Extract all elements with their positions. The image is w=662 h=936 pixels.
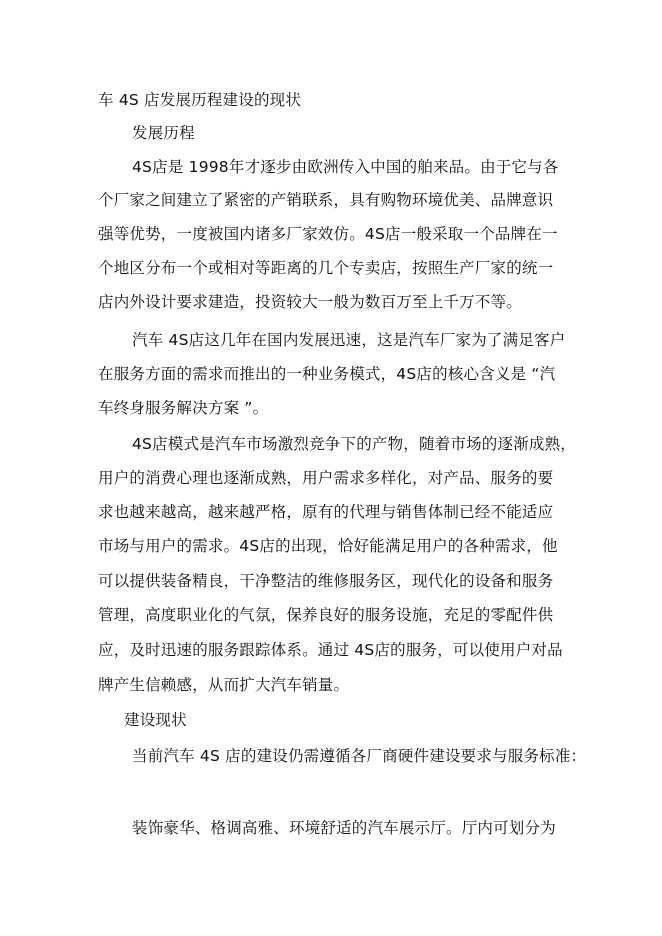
paragraph-line: 在服务方面的需求而推出的一种业务模式，4S店的核心含义是 “汽 [98, 365, 556, 383]
document-title: 车 4S 店发展历程建设的现状 [98, 91, 302, 109]
paragraph-line: 车终身服务解决方案 ”。 [98, 399, 269, 417]
paragraph-line: 4S店模式是汽车市场激烈竞争下的产物，随着市场的逐渐成熟， [132, 435, 577, 453]
paragraph-line: 求也越来越高，越来越严格，原有的代理与销售体制已经不能适应 [98, 503, 554, 521]
paragraph-line: 市场与用户的需求。4S店的出现，恰好能满足用户的各种需求，他 [98, 537, 558, 555]
paragraph-line: 装饰豪华、格调高雅、环境舒适的汽车展示厅。厅内可划分为 [132, 819, 556, 837]
section-heading-development-history: 发展历程 [132, 124, 195, 142]
paragraph-line: 用户的消费心理也逐渐成熟，用户需求多样化，对产品、服务的要 [98, 469, 554, 487]
paragraph-line: 个厂家之间建立了紧密的产销联系，具有购物环境优美、品牌意识 [98, 191, 554, 209]
paragraph-line: 应，及时迅速的服务跟踪体系。通过 4S店的服务，可以使用户对品 [98, 641, 563, 659]
paragraph-line: 强等优势，一度被国内诸多厂家效仿。4S店一般采取一个品牌在一 [98, 225, 558, 243]
paragraph-line: 可以提供装备精良，干净整洁的维修服务区，现代化的设备和服务 [98, 572, 554, 590]
paragraph-line: 个地区分布一个或相对等距离的几个专卖店，按照生产厂家的统一 [98, 259, 554, 277]
paragraph-line: 4S店是 1998年才逐步由欧洲传入中国的舶来品。由于它与各 [132, 158, 559, 176]
paragraph-line: 店内外设计要求建造，投资较大一般为数百万至上千万不等。 [98, 293, 522, 311]
paragraph-line: 管理，高度职业化的气氛，保养良好的服务设施，充足的零配件供 [98, 606, 554, 624]
section-heading-construction-status: 建设现状 [124, 711, 187, 729]
paragraph-line: 牌产生信赖感，从而扩大汽车销量。 [98, 676, 350, 694]
paragraph-line: 汽车 4S店这几年在国内发展迅速，这是汽车厂家为了满足客户 [132, 331, 566, 349]
paragraph-line: 当前汽车 4S 店的建设仍需遵循各厂商硬件建设要求与服务标准： [132, 747, 587, 765]
